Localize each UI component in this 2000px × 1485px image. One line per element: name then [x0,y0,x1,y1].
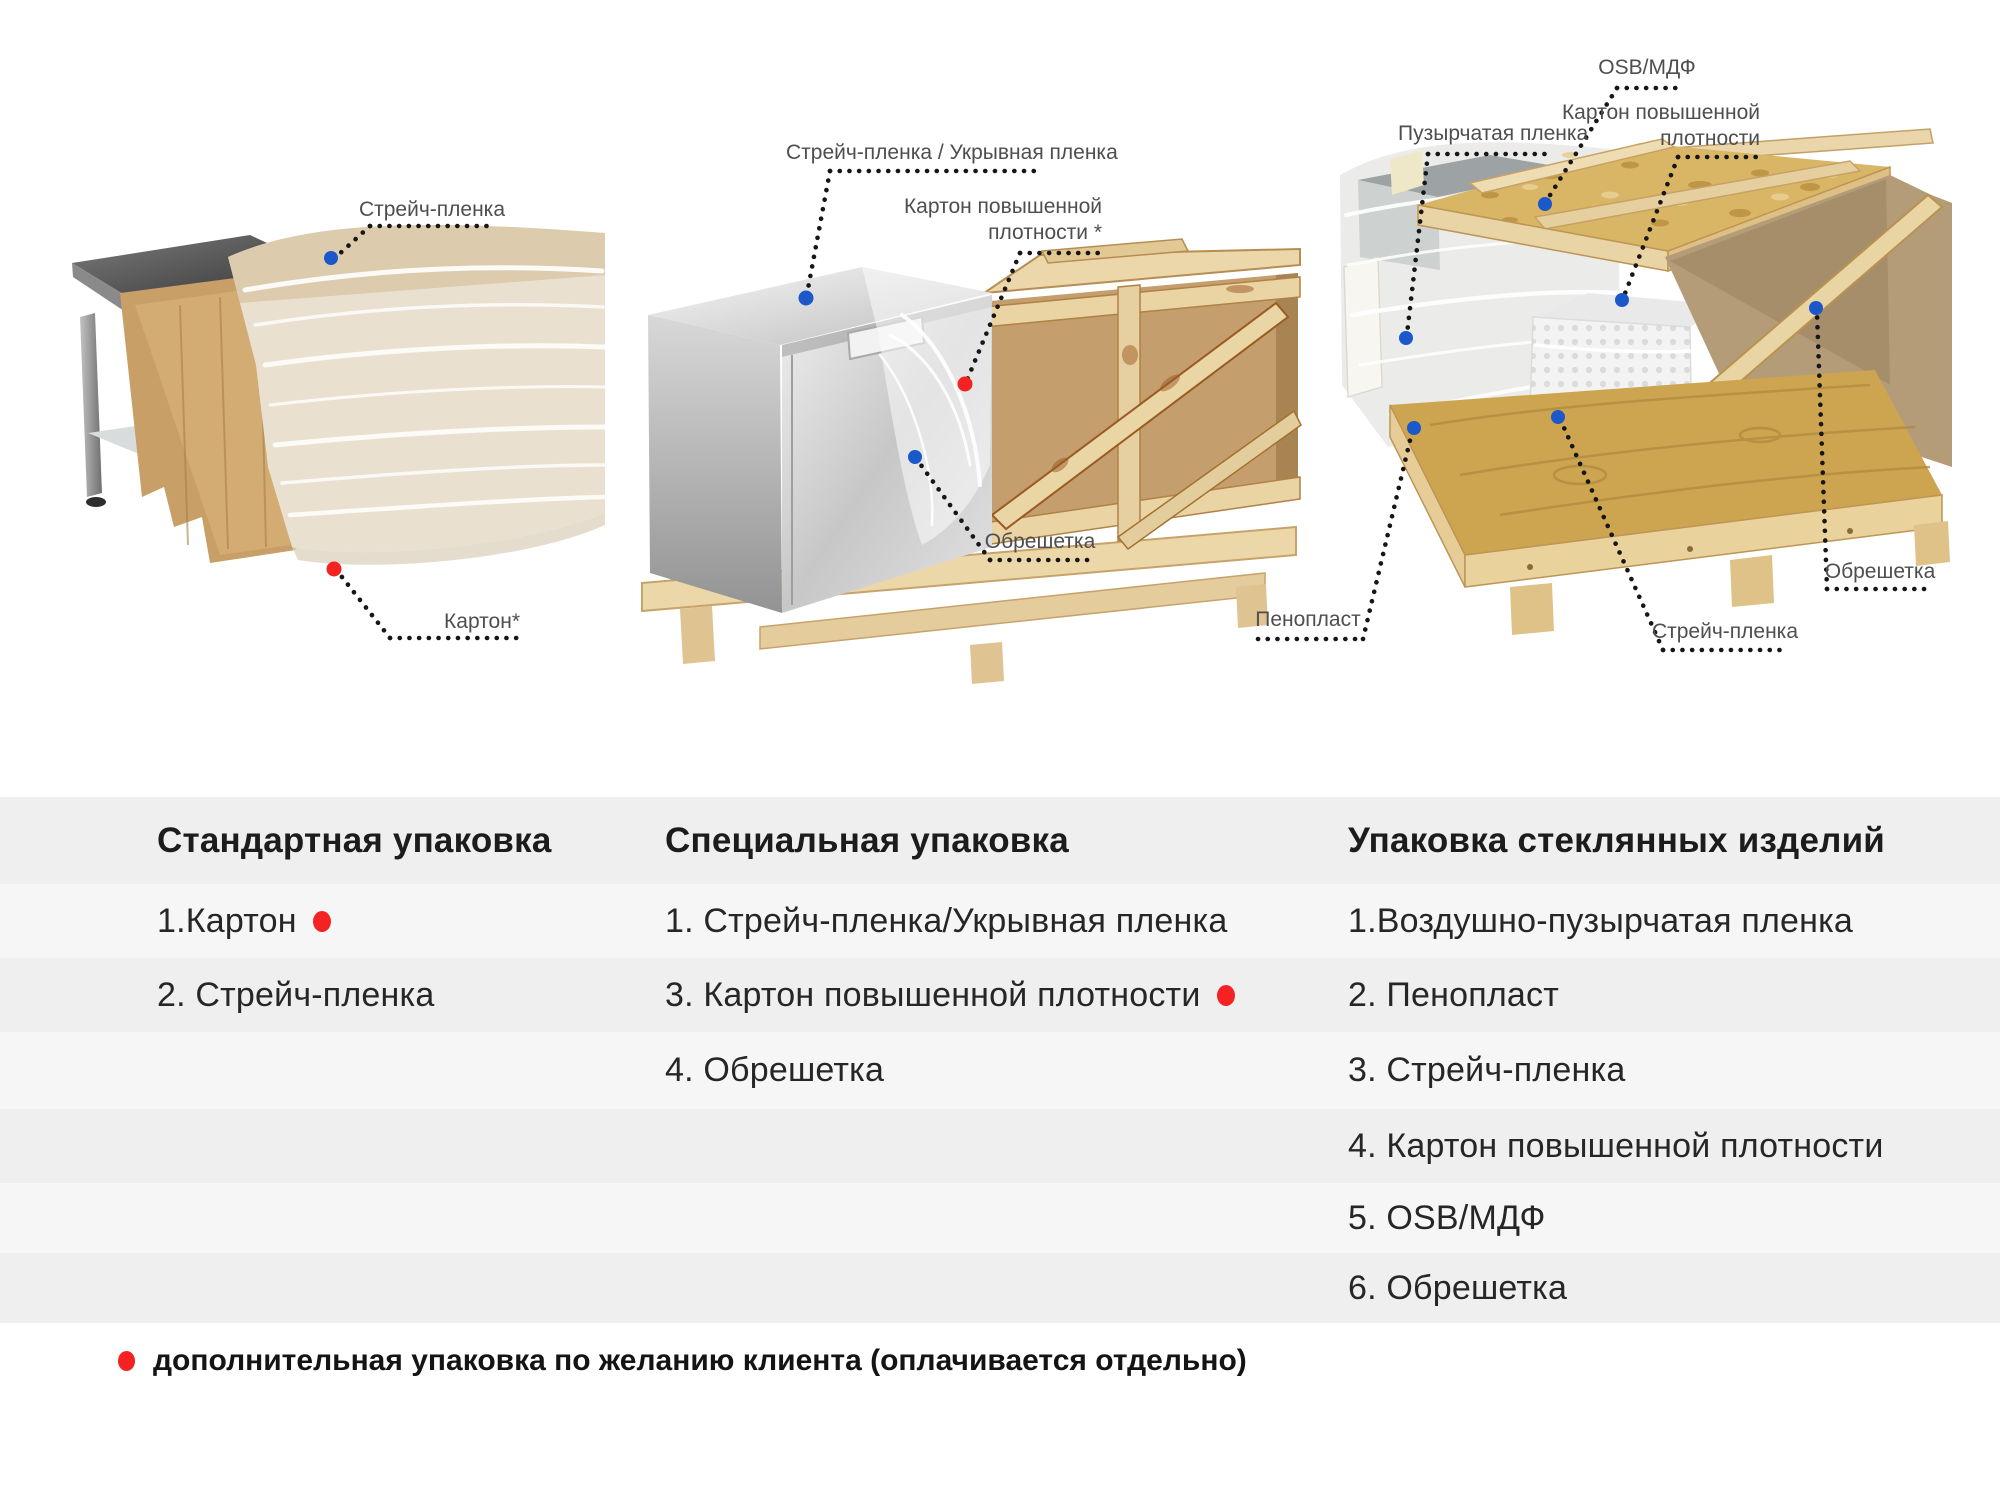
table-row-3 [0,1032,2000,1109]
item-glass-3: 3. Стрейч-пленка [1348,1051,1626,1089]
footnote [0,1344,2000,1378]
photo-standard-packaging [60,215,620,695]
table-row-5 [0,1183,2000,1253]
table-header-row [0,797,2000,884]
item-glass-2: 2. Пенопласт [1348,975,1559,1014]
red-dot-icon [1217,985,1235,1006]
label-osb-mdf-3: OSB/МДФ [1598,56,1696,79]
label-cardboard-1: Картон* [444,610,520,633]
table-row-1 [0,884,2000,958]
table-row-6 [0,1253,2000,1323]
item-special-2: 3. Картон повышенной плотности [665,958,1235,1032]
item-glass-1: 1.Воздушно-пузырчатая пленка [1348,901,1854,940]
photo-special-packaging [640,215,1310,685]
label-crate-2: Обрешетка [984,530,1096,553]
col-header-glass: Упаковка стеклянных изделий [1348,820,1885,860]
item-glass-5: 5. OSB/МДФ [1348,1198,1546,1237]
label-bubble-wrap-3: Пузырчатая пленка [1398,122,1589,145]
red-dot-icon [118,1351,135,1371]
table-row-2 [0,958,2000,1032]
label-dense-cardboard-2: Картон повышенной плотности * [903,195,1102,244]
col-header-standard: Стандартная упаковка [157,820,552,860]
label-stretch-film-1: Стрейч-пленка [358,198,506,221]
col-header-special: Специальная упаковка [665,820,1069,860]
item-glass-4: 4. Картон повышенной плотности [1348,1126,1884,1165]
label-crate-3: Обрешетка [1824,560,1936,583]
label-foam-3: Пенопласт [1255,608,1361,631]
table-row-4 [0,1109,2000,1183]
item-standard-1: 1.Картон [157,884,331,958]
item-standard-2: 2. Стрейч-пленка [157,975,435,1014]
label-stretch-film-3: Стрейч-пленка [1651,620,1799,643]
item-glass-6: 6. Обрешетка [1348,1268,1568,1307]
label-dense-cardboard-3: Картон повышенной плотности [1561,101,1760,150]
red-dot-icon [313,911,331,932]
label-stretch-cover-film-2: Стрейч-пленка / Укрывная пленка [786,141,1118,164]
item-special-3: 4. Обрешетка [665,1051,885,1089]
item-special-1: 1. Стрейч-пленка/Укрывная пленка [665,901,1228,940]
footnote-text: дополнительная упаковка по желанию клиента (оплачивается отдельно) [153,1344,1247,1377]
